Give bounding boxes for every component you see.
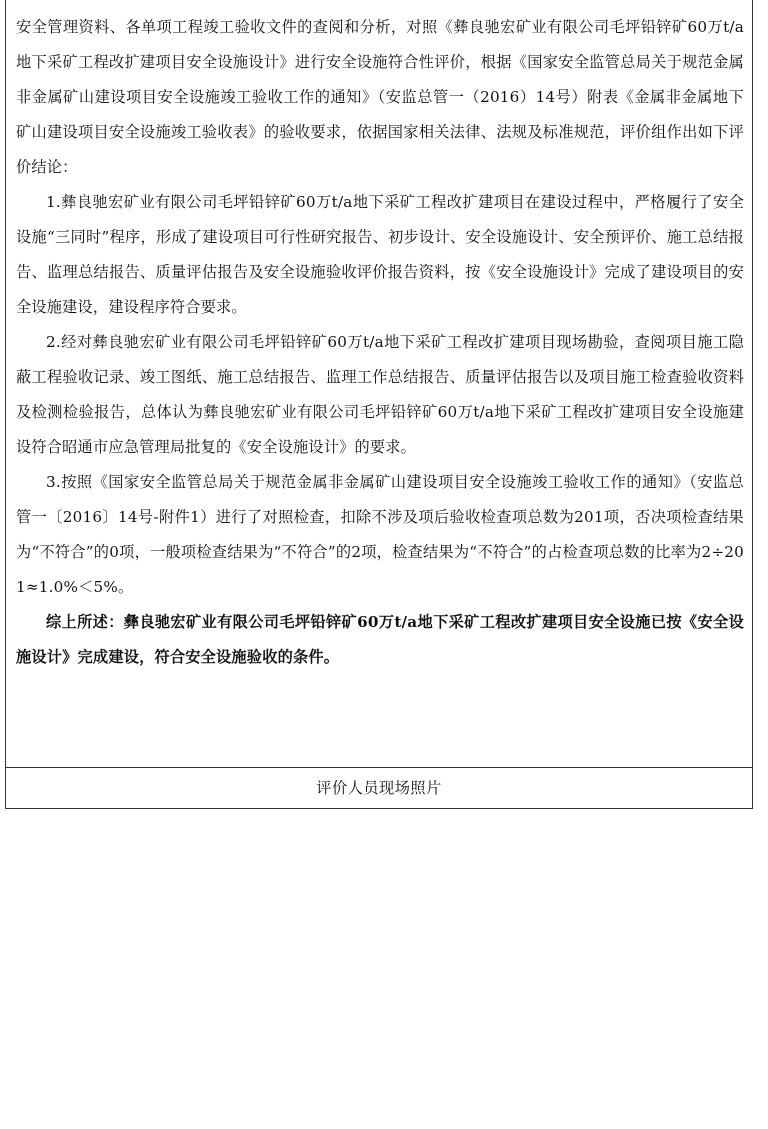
intro-paragraph: 安全管理资料、各单项工程竣工验收文件的查阅和分析，对照《彝良驰宏矿业有限公司毛坪铅锌矿60万t/a地下采矿工程改扩建项目安全设施设计》进行安全设施符合性评价，根据《国家安全监管总局关于规范金属非金属矿山建设项目安全设施竣工验收工作的通知》（安监总管一（2016）14号）附表《金属非金属地下矿山建设项目安全设施竣工验收表》的验收要求，依据国家相关法律、法规及标准规范，评价组作出如下评价结论： [16, 18, 744, 176]
photo-section-label: 评价人员现场照片 [5, 767, 753, 809]
evaluation-conclusion-cell [5, 0, 753, 768]
document-page [5, 0, 754, 1129]
conclusion-item-3: 3.按照《国家安全监管总局关于规范金属非金属矿山建设项目安全设施竣工验收工作的通知》（安监总管一〔2016〕14号-附件1）进行了对照检查，扣除不涉及项后验收检查项总数为201项，否决项检查结果为“不符合”的0项，一般项检查结果为“不符合”的2项，检查结果为“不符合”的占检查项总数的比率为2÷201≈1.0%＜5%。 [16, 473, 744, 596]
conclusion-item-1: 1.彝良驰宏矿业有限公司毛坪铅锌矿60万t/a地下采矿工程改扩建项目在建设过程中，严格履行了安全设施“三同时”程序，形成了建设项目可行性研究报告、初步设计、安全设施设计、安全预评价、施工总结报告、监理总结报告、质量评估报告及安全设施验收评价报告资料，按《安全设施设计》完成了建设项目的安全设施建设，建设程序符合要求。 [16, 193, 744, 316]
conclusion-item-2: 2.经对彝良驰宏矿业有限公司毛坪铅锌矿60万t/a地下采矿工程改扩建项目现场勘验，查阅项目施工隐蔽工程验收记录、竣工图纸、施工总结报告、监理工作总结报告、质量评估报告以及项目施工检查验收资料及检测检验报告，总体认为彝良驰宏矿业有限公司毛坪铅锌矿60万t/a地下采矿工程改扩建项目安全设施建设符合昭通市应急管理局批复的《安全设施设计》的要求。 [16, 333, 744, 456]
summary-paragraph: 综上所述：彝良驰宏矿业有限公司毛坪铅锌矿60万t/a地下采矿工程改扩建项目安全设施已按《安全设施设计》完成建设，符合安全设施验收的条件。 [16, 613, 744, 666]
